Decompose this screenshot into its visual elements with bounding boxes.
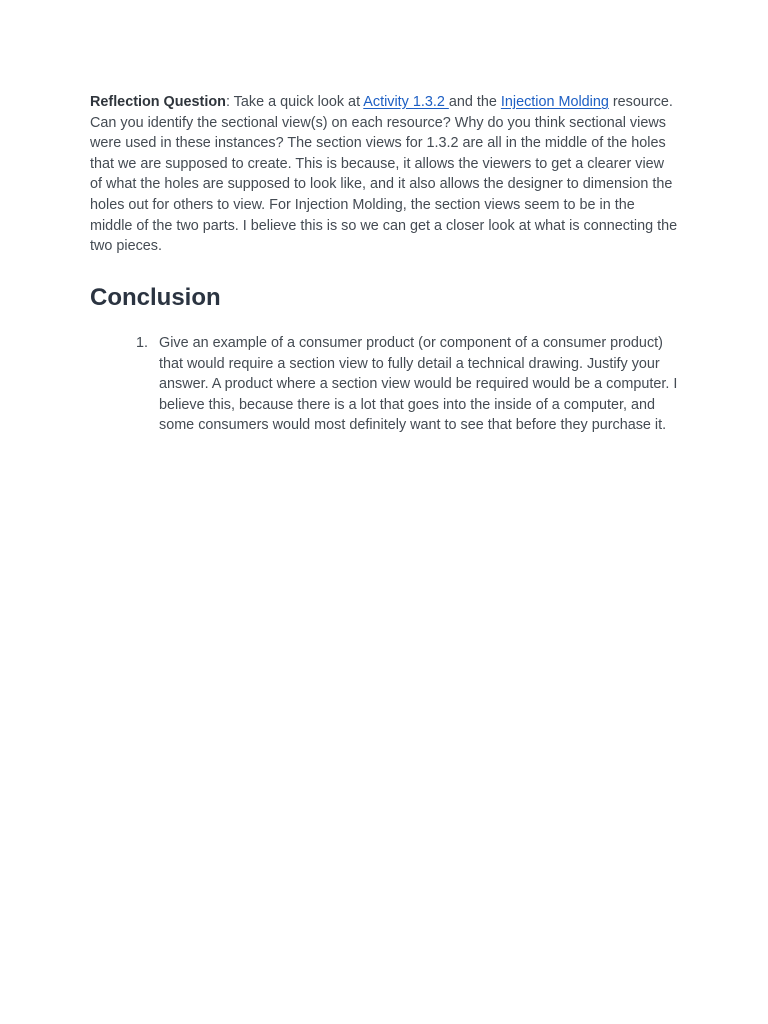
reflection-separator: : [225,94,230,110]
reflection-paragraph [90,92,680,257]
activity-link[interactable]: Activity 1.3.2 [363,94,449,110]
injection-molding-link[interactable]: Injection Molding [500,94,609,110]
list-item [136,333,681,436]
reflection-body: resource. Can you identify the sectional view(s) on each resource? Why do you think sectional views were used in these instances? The section views for 1.3.2 are all in the middle of the holes that we are supposed to create. This is because, it allows the viewers to get a clearer view of what the holes are supposed to look like, and it also allows the designer to dimension the holes out for others to view. For Injection Molding, the section views seem to be in the middle of the two parts. I believe this is so we can get a closer look at what is connecting the two pieces. [90,94,678,255]
reflection-intro: Take a quick look at [229,94,364,110]
conclusion-heading: Conclusion [90,284,221,311]
reflection-middle: and the [448,94,501,110]
reflection-label: Reflection Question [90,94,226,110]
conclusion-list [136,333,681,436]
list-item-text: Give an example of a consumer product (or component of a consumer product) that would require a section view to fully detail a technical drawing. Justify your answer. A product where a section view would be required would be a computer. I believe this, because there is a lot that goes into the inside of a computer, and some consumers would most definitely want to see that before they purchase it. [159,335,678,434]
list-item-number: 1. [136,335,149,351]
